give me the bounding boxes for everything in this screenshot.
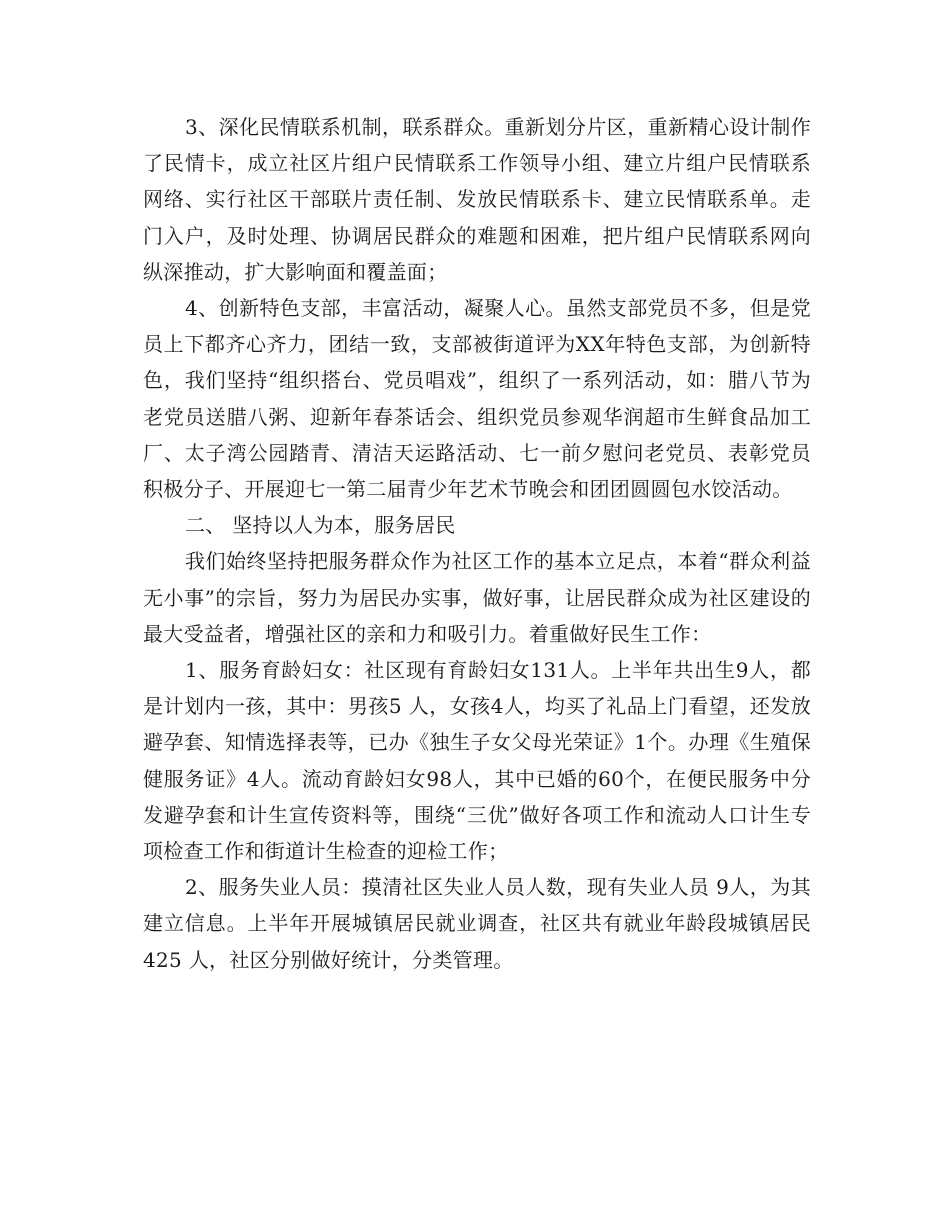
paragraph-section-intro: 我们始终坚持把服务群众作为社区工作的基本立足点，本着“群众利益无小事”的宗旨，努力为居民办实事，做好事，让居民群众成为社区建设的最大受益者，增强社区的亲和力和吸引力。着重做好民生工作：: [143, 549, 811, 646]
paragraph-item-1: 1、服务育龄妇女：社区现有育龄妇女131人。上半年共出生9人，都是计划内一孩，其中：男孩5 人，女孩4人，均买了礼品上门看望，还发放避孕套、知情选择表等，已办《独生子女父母光荣证》1个。办理《生殖保健服务证》4人。流动育龄妇女98人，其中已婚的60个，在便民服务中分发避孕套和计生宣传资料等，围绕“三优”做好各项工作和流动人口计生专项检查工作和街道计生检查的迎检工作；: [143, 658, 811, 864]
document-body: [143, 109, 811, 978]
section-heading-2: 二、 坚持以人为本，服务居民: [185, 513, 456, 538]
paragraph-item-3: 3、深化民情联系机制，联系群众。重新划分片区，重新精心设计制作了民情卡，成立社区片组户民情联系工作领导小组、建立片组户民情联系网络、实行社区干部联片责任制、发放民情联系卡、建立民情联系单。走门入户，及时处理、协调居民群众的难题和困难，把片组户民情联系网向纵深推动，扩大影响面和覆盖面；: [143, 115, 811, 284]
paragraph-item-2: 2、服务失业人员：摸清社区失业人员人数，现有失业人员 9人，为其建立信息。上半年开展城镇居民就业调查，社区共有就业年龄段城镇居民 425 人，社区分别做好统计，分类管理。: [143, 875, 811, 972]
paragraph-item-4: 4、创新特色支部，丰富活动，凝聚人心。虽然支部党员不多，但是党员上下都齐心齐力，团结一致，支部被街道评为XX年特色支部，为创新特色，我们坚持“组织搭台、党员唱戏”，组织了一系列活动，如：腊八节为老党员送腊八粥、迎新年春茶话会、组织党员参观华润超市生鲜食品加工厂、太子湾公园踏青、清洁天运路活动、七一前夕慰问老党员、表彰党员积极分子、开展迎七一第二届青少年艺术节晚会和团团圆圆包水饺活动。: [143, 296, 811, 502]
